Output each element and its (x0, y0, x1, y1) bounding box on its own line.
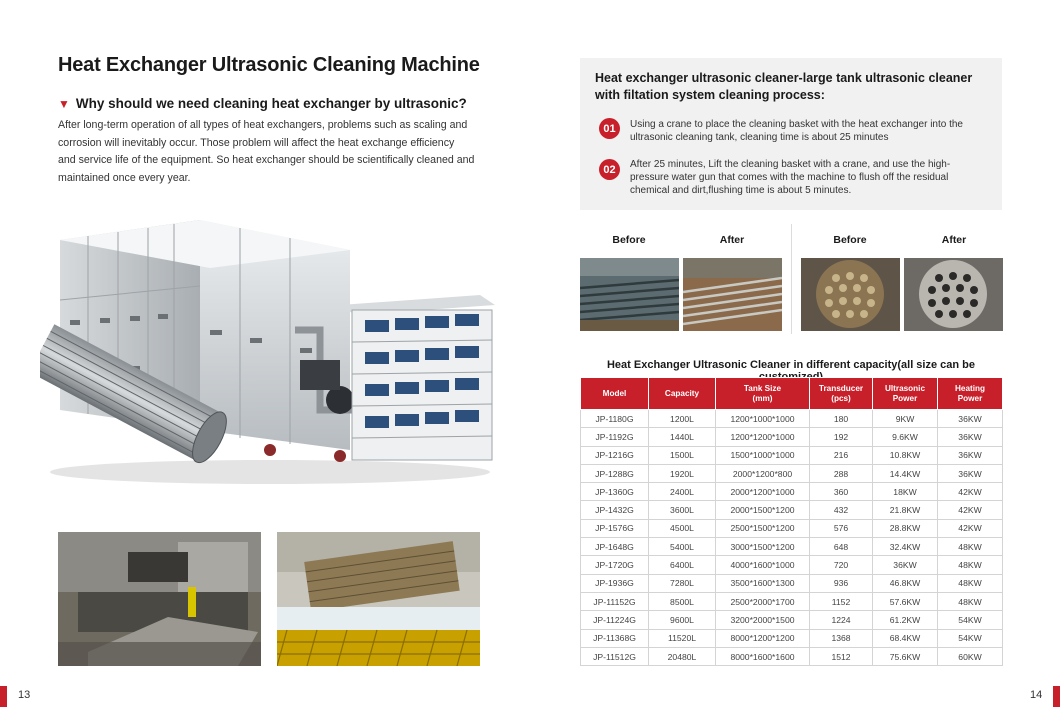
table-row (581, 519, 1003, 537)
step-line: Using a crane to place the cleaning basket with the heat exchanger into the (630, 119, 963, 130)
table-cell: 54KW (938, 629, 1003, 647)
table-cell: 11520L (649, 629, 716, 647)
after-tube-side-photo (683, 258, 782, 331)
after-tube-sheet-photo (904, 258, 1003, 331)
table-cell: 720 (810, 556, 873, 574)
table-cell: 9600L (649, 611, 716, 629)
paragraph-line: corrosion will inevitably occur. Those problem will affect the heat exchange efficiency (58, 136, 455, 149)
column-header: Tank Size (mm) (716, 378, 810, 410)
table-cell: 7280L (649, 574, 716, 592)
column-header: Model (581, 378, 649, 410)
subheading-text: Why should we need cleaning heat exchanger by ultrasonic? (75, 96, 467, 111)
page-marker-left (0, 686, 7, 707)
process-title-line: with filtation system cleaning process: (595, 88, 825, 102)
table-cell: 3200*2000*1500 (716, 611, 810, 629)
table-cell: JP-1216G (581, 446, 649, 464)
table-cell: JP-1576G (581, 519, 649, 537)
paragraph-line: and service life of the equipment. So heat exchanger should be scientifically cleaned and (58, 154, 475, 166)
table-cell: 192 (810, 428, 873, 446)
table-cell: 360 (810, 483, 873, 501)
table-row (581, 629, 1003, 647)
after-label: After (719, 234, 745, 246)
table-row (581, 501, 1003, 519)
table-cell: 36KW (938, 428, 1003, 446)
table-cell: JP-11512G (581, 647, 649, 665)
column-header: Heating Power (938, 378, 1003, 410)
table-cell: 936 (810, 574, 873, 592)
table-row (581, 611, 1003, 629)
triangle-down-icon: ▼ (58, 96, 70, 111)
table-cell: 648 (810, 538, 873, 556)
table-cell: 75.6KW (873, 647, 938, 665)
table-cell: 9.6KW (873, 428, 938, 446)
table-cell: 216 (810, 446, 873, 464)
table-cell: 1512 (810, 647, 873, 665)
before-label: Before (833, 234, 867, 246)
table-cell: 2000*1200*800 (716, 464, 810, 482)
step-line: ultrasonic cleaning tank, cleaning time is about 25 minutes (630, 132, 889, 143)
page-number-left: 13 (18, 689, 31, 701)
table-cell: 3000*1500*1200 (716, 538, 810, 556)
before-label: Before (612, 234, 646, 246)
table-cell: 60KW (938, 647, 1003, 665)
table-cell: 5400L (649, 538, 716, 556)
table-row (581, 556, 1003, 574)
table-cell: JP-11368G (581, 629, 649, 647)
table-cell: 57.6KW (873, 592, 938, 610)
table-cell: 1200*1200*1000 (716, 428, 810, 446)
table-cell: JP-1720G (581, 556, 649, 574)
table-cell: JP-1648G (581, 538, 649, 556)
table-cell: 2500*2000*1700 (716, 592, 810, 610)
table-cell: 4500L (649, 519, 716, 537)
step-number-badge: 01 (599, 118, 620, 139)
table-cell: 8500L (649, 592, 716, 610)
table-cell: 1368 (810, 629, 873, 647)
capacity-table (580, 377, 1003, 666)
step-line: After 25 minutes, Lift the cleaning basket with a crane, and use the high- (630, 159, 951, 170)
table-cell: 1200*1000*1000 (716, 410, 810, 428)
table-row (581, 483, 1003, 501)
intro-paragraph (58, 117, 478, 187)
page-number-right: 14 (1030, 689, 1043, 701)
before-tube-sheet-photo (801, 258, 900, 331)
table-cell: 576 (810, 519, 873, 537)
table-cell: 4000*1600*1000 (716, 556, 810, 574)
table-cell: 46.8KW (873, 574, 938, 592)
section-subheading (58, 96, 467, 111)
table-cell: 9KW (873, 410, 938, 428)
table-cell: 1440L (649, 428, 716, 446)
process-title-line: Heat exchanger ultrasonic cleaner-large tank ultrasonic cleaner (595, 71, 973, 85)
step-line: pressure water gun that comes with the machine to flush off the residual (630, 172, 949, 183)
table-cell: 32.4KW (873, 538, 938, 556)
table-cell: JP-11224G (581, 611, 649, 629)
table-cell: 432 (810, 501, 873, 519)
table-cell: 8000*1200*1200 (716, 629, 810, 647)
tube-bundle-cleaning-photo (277, 532, 480, 666)
table-row (581, 446, 1003, 464)
table-cell: 61.2KW (873, 611, 938, 629)
table-cell: 36KW (873, 556, 938, 574)
paragraph-line: maintained once every year. (58, 171, 191, 184)
table-cell: 42KW (938, 483, 1003, 501)
column-header: Transducer (pcs) (810, 378, 873, 410)
table-cell: JP-1936G (581, 574, 649, 592)
table-cell: 68.4KW (873, 629, 938, 647)
table-cell: 54KW (938, 611, 1003, 629)
page-title: Heat Exchanger Ultrasonic Cleaning Machine (58, 54, 480, 76)
cleaning-machine-image (40, 210, 510, 490)
table-row (581, 410, 1003, 428)
comparison-divider (791, 224, 792, 334)
table-cell: 2500*1500*1200 (716, 519, 810, 537)
table-cell: 48KW (938, 592, 1003, 610)
table-cell: 42KW (938, 501, 1003, 519)
factory-crane-photo (58, 532, 261, 666)
table-cell: 36KW (938, 446, 1003, 464)
step-description (630, 118, 975, 144)
step-description (630, 158, 975, 197)
table-cell: 42KW (938, 519, 1003, 537)
table-cell: JP-1360G (581, 483, 649, 501)
table-cell: 48KW (938, 538, 1003, 556)
table-cell: JP-11152G (581, 592, 649, 610)
table-caption: Heat Exchanger Ultrasonic Cleaner in different capacity(all size can be (606, 359, 976, 371)
table-cell: 1224 (810, 611, 873, 629)
table-cell: 288 (810, 464, 873, 482)
table-cell: JP-1180G (581, 410, 649, 428)
table-cell: 14.4KW (873, 464, 938, 482)
table-cell: 2000*1200*1000 (716, 483, 810, 501)
page-marker-right (1053, 686, 1060, 707)
table-cell: 36KW (938, 464, 1003, 482)
table-cell: 180 (810, 410, 873, 428)
process-title (595, 70, 995, 104)
column-header: Ultrasonic Power (873, 378, 938, 410)
table-cell: 48KW (938, 556, 1003, 574)
table-cell: 18KW (873, 483, 938, 501)
table-cell: 20480L (649, 647, 716, 665)
table-cell: JP-1288G (581, 464, 649, 482)
table-cell: 8000*1600*1600 (716, 647, 810, 665)
table-cell: 36KW (938, 410, 1003, 428)
table-cell: JP-1192G (581, 428, 649, 446)
table-cell: 1152 (810, 592, 873, 610)
table-cell: 6400L (649, 556, 716, 574)
table-cell: JP-1432G (581, 501, 649, 519)
table-cell: 1500*1000*1000 (716, 446, 810, 464)
table-row (581, 538, 1003, 556)
table-cell: 48KW (938, 574, 1003, 592)
table-cell: 2000*1500*1200 (716, 501, 810, 519)
table-cell: 10.8KW (873, 446, 938, 464)
table-cell: 3500*1600*1300 (716, 574, 810, 592)
table-cell: 1200L (649, 410, 716, 428)
table-cell: 1920L (649, 464, 716, 482)
before-tube-side-photo (580, 258, 679, 331)
table-row (581, 574, 1003, 592)
table-row (581, 464, 1003, 482)
table-cell: 21.8KW (873, 501, 938, 519)
step-line: chemical and dirt,flushing time is about 5 minutes. (630, 185, 852, 196)
paragraph-line: After long-term operation of all types of heat exchangers, problems such as scaling and (58, 119, 468, 131)
after-label: After (941, 234, 967, 246)
table-cell: 1500L (649, 446, 716, 464)
step-number-badge: 02 (599, 159, 620, 180)
table-row (581, 647, 1003, 665)
table-header-row (581, 378, 1003, 410)
table-cell: 2400L (649, 483, 716, 501)
column-header: Capacity (649, 378, 716, 410)
table-cell: 3600L (649, 501, 716, 519)
table-row (581, 428, 1003, 446)
table-row (581, 592, 1003, 610)
table-cell: 28.8KW (873, 519, 938, 537)
